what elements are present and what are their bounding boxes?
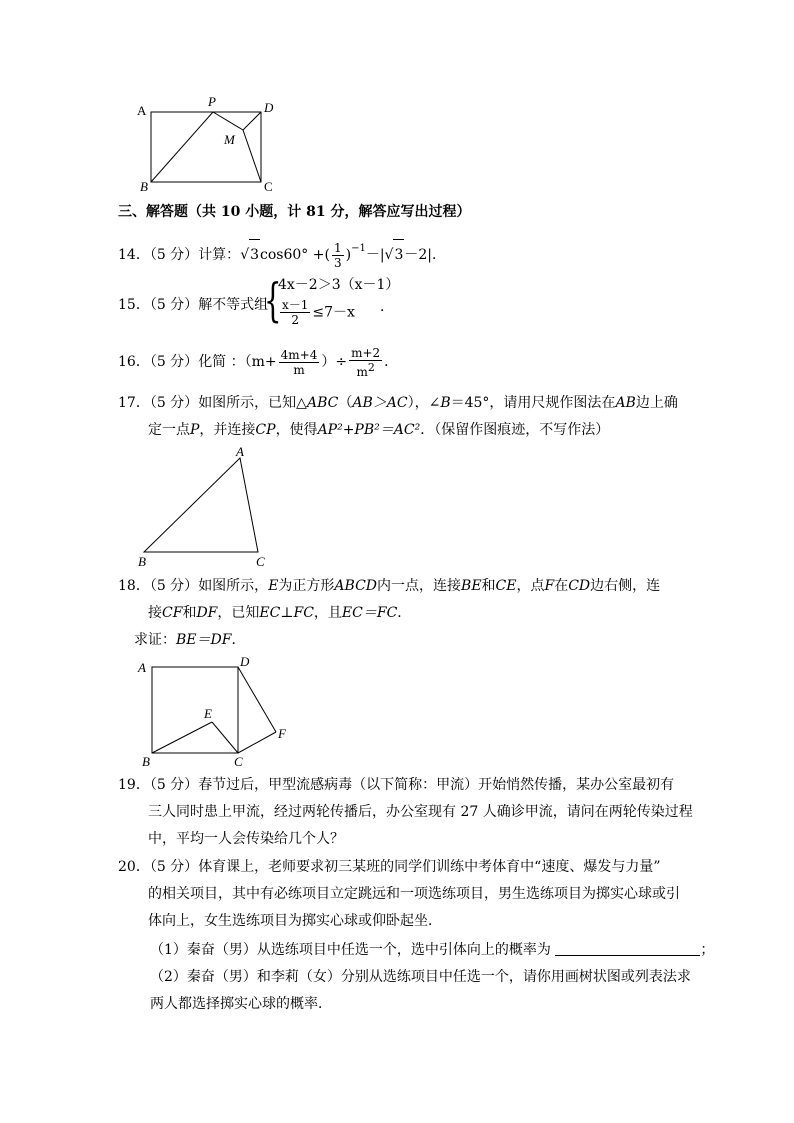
question-20-sub-2a: （2）秦奋（男）和李莉（女）分别从选练项目中任选一个，请你用画树状图或列表法求: [150, 969, 691, 985]
q14-fraction: $\frac{1}{3}$: [333, 240, 342, 270]
q15-lead-wrap: [118, 294, 268, 314]
question-19-line-1: 19．（5 分）春节过后，甲型流感病毒（以下简称：甲流）开始悄然传播，某办公室最初有: [118, 777, 675, 793]
q16-lead: 化简 ：（m+: [198, 354, 277, 370]
label-a: A: [138, 660, 146, 675]
triangle-abc: [144, 458, 258, 552]
question-17-line-2: 定一点P，并连接CP，使得AP²+PB²＝AC²．（保留作图痕迹，不写作法）: [148, 422, 610, 438]
question-18-line-2: 接CF和DF，已知EC⊥FC，且EC＝FC．: [148, 605, 412, 621]
label-f: F: [278, 726, 286, 741]
label-p: P: [208, 94, 216, 109]
segment-be: [152, 722, 212, 753]
figure-triangle-abc: [132, 444, 282, 569]
rect-abcd: [151, 112, 261, 182]
question-15: [118, 272, 418, 334]
segment-cf: [238, 732, 276, 753]
segment-md: [243, 112, 261, 130]
label-c: C: [264, 179, 273, 194]
q16-end: ．: [384, 354, 399, 370]
q14-score: （5 分）: [149, 247, 199, 263]
segment-ec: [212, 722, 238, 753]
question-14: 14．（5 分）计算：√3cos60° +( $\frac{1}{3}$ )$^{-1}$－|√3－2|．: [118, 240, 447, 270]
q16-number: 16．: [118, 354, 150, 370]
q16-score: （5 分）: [149, 354, 199, 370]
q16-fraction-2: $\frac{m+2}{m2}$: [351, 345, 381, 379]
q14-number: 14．: [118, 247, 150, 263]
segment-bp: [151, 112, 213, 182]
section-title: 三、解答题（共 10 小题，计 81 分，解答应写出过程）: [118, 204, 471, 220]
label-d: D: [264, 100, 274, 115]
q14-cos: cos60°: [260, 247, 309, 263]
q15-score: （5 分）: [149, 297, 199, 313]
q15-end: ．: [380, 299, 394, 315]
label-a: A: [236, 444, 244, 459]
question-18-proof: 求证：BE＝DF．: [134, 632, 246, 648]
segment-mc: [243, 130, 261, 182]
question-17-line-1: 17．（5 分）如图所示，已知△ABC（AB＞AC），∠B＝45°，请用尺规作图法在AB边上确: [118, 395, 678, 411]
label-b: B: [140, 179, 148, 194]
label-m: M: [224, 132, 235, 147]
label-b: B: [142, 754, 150, 769]
question-20-line-2: 的相关项目，其中有必练项目立定跳远和一项选练项目，男生选练项目为掷实心球或引: [148, 886, 680, 902]
label-b: B: [138, 554, 146, 569]
answer-blank[interactable]: [555, 941, 700, 956]
q15-number: 15．: [118, 297, 150, 313]
label-c: C: [256, 554, 265, 569]
label-d: D: [240, 654, 250, 669]
label-c: C: [234, 754, 243, 769]
question-20-sub-2b: 两人都选择掷实心球的概率．: [150, 996, 332, 1012]
q14-rp: ): [345, 247, 352, 263]
square-abcd: [152, 667, 238, 753]
question-16: [118, 345, 398, 379]
question-18-line-1: 18．（5 分）如图所示，E为正方形ABCD内一点，连接BE和CE，点F在CD边右侧，连: [118, 578, 661, 594]
q14-sqrt3: 3: [249, 239, 260, 270]
q15-lead: 解不等式组: [198, 297, 269, 313]
q14-tail: －2|．: [404, 247, 447, 263]
q14-lp: (: [324, 247, 330, 263]
figure-square-abcd: [132, 652, 302, 772]
segment-df: [238, 667, 276, 732]
question-20-sub-1: （1）秦奋（男）从选练项目中任选一个，选中引体向上的概率为 ；: [150, 942, 715, 958]
question-20-line-1: 20．（5 分）体育课上，老师要求初三某班的同学们训练中考体育中“速度、爆发与力量”: [118, 859, 661, 875]
q15-ineq2: $\frac{x-1}{2}$ ≤7－x: [282, 298, 355, 327]
question-19-line-2: 三人同时患上甲流，经过两轮传播后，办公室现有 27 人确诊甲流，请问在两轮传染过程: [148, 804, 693, 820]
q14-plus: +: [312, 247, 325, 263]
q15-brace: {: [264, 273, 282, 327]
q14-exp: −1: [351, 243, 366, 254]
label-e: E: [204, 706, 212, 721]
q16-fraction-1: $\frac{4m+4}{m}$: [280, 347, 318, 377]
question-19-line-3: 中，平均一人会传染给几个人？: [148, 831, 344, 847]
figure-rectangle-apdm: [130, 92, 280, 197]
q14-minus: －|: [365, 247, 385, 263]
q14-lead: 计算：: [198, 247, 241, 263]
q14-sqrt3b: 3: [393, 239, 404, 270]
q16-mid: ）÷: [321, 354, 348, 370]
q15-ineq1: 4x－2＞3（x－1）: [278, 277, 400, 293]
question-20-line-3: 体向上，女生选练项目为掷实心球或仰卧起坐．: [148, 913, 442, 929]
segment-pm: [213, 112, 243, 130]
label-a: A: [137, 103, 147, 118]
